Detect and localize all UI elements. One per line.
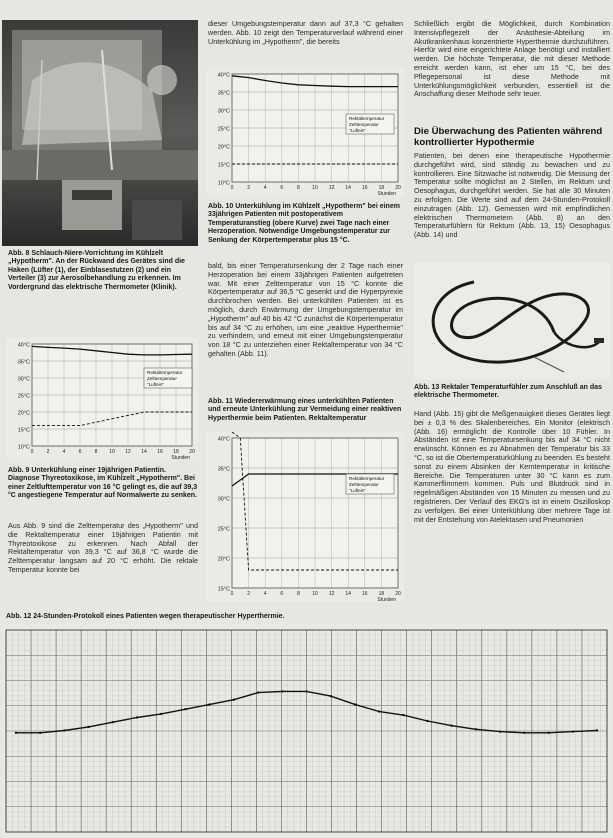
x-tick-label: 20 [395, 591, 401, 597]
y-tick-label: 10°C [17, 444, 30, 451]
col3-heading: Die Überwachung des Patienten während kontrollierter Hypothermie [414, 126, 603, 148]
x-tick-label: 0 [30, 449, 34, 455]
protocol-point [63, 729, 65, 731]
protocol-point [475, 728, 477, 730]
x-tick-label: 20 [189, 449, 195, 455]
protocol-point [87, 726, 89, 728]
y-tick-label: 15°C [217, 162, 230, 169]
fig10-svg [206, 68, 404, 196]
x-axis-unit: Stunden [377, 597, 396, 602]
col3-body: Patienten, bei denen eine therapeutische Hypothermie durchgeführt wird, sind ständig zu bewachen und zu kontrollieren. Eine Sitzwache ist notwendig. Die Messung der Temperatur sollte möglichst an 2 Stellen, im Rektum und Oesophagus, durchgeführt werden. Sie hat alle 30 Minuten zu erfolgen. Die Werte sind auf dem 24-Stunden-Protokoll einzutragen (Abb. 12). Gemessen wird mit empfindlichen elektrischen Thermometern (Abb. 8) an den Temperaturfühlern für Rektum (Abb. 13, 15) Oesophagus (Abb. 14) und [414, 151, 610, 240]
legend-label: Zelttemperatur [349, 122, 379, 127]
y-tick-label: 15°C [217, 586, 230, 593]
y-tick-label: 20°C [17, 410, 30, 417]
protocol-point [257, 691, 259, 693]
protocol-point [15, 732, 17, 734]
fig11-caption: Abb. 11 Wiedererwärmung eines unterkühlten Patienten und erneute Unterkühlung zur Vermeidung einer reaktiven Hyperthermie beim Patienten. Rektaltemperatur [208, 398, 402, 422]
fig8-caption: Abb. 8 Schlauch-Niere-Vorrichtung im Kühlzelt „Hypotherm". An der Rückwand des Gerätes sind die Haken (Lüfter (1), der Einblasestutzen (2) und ein Verteiler (3) zur Aerosolbehandlung zu erkennen. Im Vordergrund das elektrische Thermometer (Klinik). [8, 250, 185, 291]
legend-label: Zelttemperatur [147, 376, 177, 381]
x-tick-label: 2 [247, 591, 250, 597]
x-tick-label: 10 [312, 185, 318, 191]
protocol-point [426, 720, 428, 722]
x-tick-label: 4 [62, 449, 66, 455]
protocol-point [596, 729, 598, 731]
protocol-point [208, 703, 210, 705]
x-axis-unit: Stunden [171, 455, 190, 460]
protocol-point [136, 716, 138, 718]
x-tick-label: 18 [378, 185, 385, 191]
fig12-chart [2, 624, 611, 836]
fig9-caption: Abb. 9 Unterkühlung einer 19jährigen Patientin. Diagnose Thyreotoxikose, im Kühlzelt „Hypotherm". Bei einer Zeltlufttemperatur von 16 °C gelingt es, die auf 39,3 °C angestiegene Temperatur auf Normalwerte zu senken. [8, 467, 198, 500]
col2-body: bald, bis einer Temperatursenkung der 2 Tage nach einer Herzoperation bei einem 33jährigen Patienten aufgetreten war. Mit einer Zelttemperatur von 15 °C konnte die Körpertemperatur auf 36,5 °C gesenkt und die Hyperpyrexie durchbrochen werden. Bei unterkühlten Patienten ist es möglich, durch Erwärmung der Umgebungstemperatur im „Hypotherm" auf 40 bis 42 °C zunächst die Körpertemperatur bis auf 34 °C zu erhöhen, um eine „reaktive Hyperthermie" zu verhindern, und erneut mit einer Umgebungstemperatur von 18 °C zu unterziehen einer Rektaltemperatur von 34 °C gehalten (Abb. 11). [208, 261, 403, 358]
y-tick-label: 25°C [17, 393, 30, 400]
fig9-chart [6, 338, 198, 460]
x-tick-label: 6 [78, 449, 82, 455]
col1-body: Aus Abb. 9 sind die Zelttemperatur des „Hypotherm" und die Rektaltemperatur einer 19jährigen Patientin mit Thyreotoxikose zu erkennen. Nach Abfall der Rektaltemperatur von 39,3 °C auf 36,8 °C wurde die Zelttemperatur langsam auf 20 °C erhöht. Die rektale Temperatur konnte bei [8, 521, 198, 574]
x-tick-label: 2 [247, 185, 250, 191]
fig11-chart [206, 432, 404, 602]
x-tick-label: 4 [263, 185, 267, 191]
x-tick-label: 2 [46, 449, 50, 455]
protocol-point [499, 730, 501, 732]
legend-label: Rektaltemperatur [147, 370, 183, 375]
protocol-point [330, 695, 332, 697]
fig11-svg [206, 432, 404, 602]
x-tick-label: 16 [157, 449, 163, 455]
x-axis-unit: Stunden [377, 191, 396, 196]
legend-label: Rektaltemperatur [349, 476, 385, 481]
protocol-point [402, 714, 404, 716]
y-tick-label: 30°C [217, 496, 230, 503]
protocol-point [184, 708, 186, 710]
protocol-point [572, 730, 574, 732]
photo-tent-apparatus [2, 20, 198, 246]
legend-label: Rektaltemperatur [349, 116, 385, 121]
legend-label: Zelttemperatur [349, 482, 379, 487]
protocol-point [112, 721, 114, 723]
x-tick-label: 10 [109, 449, 115, 455]
x-tick-label: 4 [263, 591, 267, 597]
x-tick-label: 14 [345, 185, 351, 191]
y-tick-label: 40°C [217, 72, 230, 79]
y-tick-label: 40°C [17, 342, 30, 349]
fig10-chart [206, 68, 404, 196]
photo-rectal-sensor [414, 262, 610, 380]
x-tick-label: 0 [230, 591, 234, 597]
y-tick-label: 35°C [217, 466, 230, 473]
fig9-svg [6, 338, 198, 460]
x-tick-label: 12 [328, 591, 335, 597]
x-tick-label: 6 [280, 591, 284, 597]
x-tick-label: 6 [280, 185, 284, 191]
protocol-point [523, 732, 525, 734]
x-tick-label: 8 [297, 591, 300, 597]
y-tick-label: 30°C [17, 376, 30, 383]
y-tick-label: 35°C [217, 90, 230, 97]
protocol-point [281, 690, 283, 692]
fig10-caption: Abb. 10 Unterkühlung im Kühlzelt „Hypotherm" bei einem 33jährigen Patienten mit postoperativem Temperaturanstieg (obere Kurve) zwei Tage nach einer Herzoperation. Notwendige Umgebungstemperatur zur Senkung der Körpertemperatur plus 15 °C. [208, 203, 400, 244]
y-tick-label: 25°C [217, 526, 230, 533]
y-tick-label: 20°C [217, 144, 230, 151]
protocol-point [160, 713, 162, 715]
col3-top-text: Schließlich ergibt die Möglichkeit, durch Kombination Intensivpflegezelt der Anästhesie-Abteilung im Akutkrankenhaus konzentrierte Hyperthermie durchzuführen. Hierfür wird eine eingerichtete Anlage benötigt und installiert werden. Die höchste Temperatur, die mit dieser Methode erreicht werden kann, ist eher um 15 °C, bei des Pflegepersonal ist diese Methode mit Unterkühlungsmöglichkeit verbunden, essentiell ist die Anschaffung dieser Methode sehr teuer. [414, 19, 610, 99]
x-tick-label: 10 [312, 591, 318, 597]
protocol-point [305, 690, 307, 692]
fig12-caption: Abb. 12 24-Stunden-Protokoll eines Patienten wegen therapeutischer Hyperthermie. [6, 613, 285, 620]
y-tick-label: 15°C [17, 427, 30, 434]
protocol-point [39, 732, 41, 734]
x-tick-label: 18 [378, 591, 385, 597]
y-tick-label: 35°C [17, 359, 30, 366]
x-tick-label: 0 [230, 185, 234, 191]
x-tick-label: 14 [345, 591, 351, 597]
y-tick-label: 30°C [217, 108, 230, 115]
x-tick-label: 8 [94, 449, 98, 455]
legend-label: "Luftein" [349, 128, 367, 133]
x-tick-label: 8 [297, 185, 300, 191]
x-tick-label: 16 [362, 591, 368, 597]
x-tick-label: 18 [173, 449, 179, 455]
y-tick-label: 25°C [217, 126, 230, 133]
x-tick-label: 12 [125, 449, 131, 455]
protocol-point [354, 703, 356, 705]
fig13-caption: Abb. 13 Rektaler Temperaturfühler zum Anschluß an das elektrische Thermometer. [414, 384, 602, 400]
y-tick-label: 40°C [217, 436, 230, 443]
x-tick-label: 12 [328, 185, 335, 191]
col3-body2: Hand (Abb. 15) gibt die Meßgenauigkeit dieses Gerätes liegt bei ± 0,3 % des Skalenbereiches. Ein Monitor (elektrisch (Abb. 16) ermöglicht die Kontrolle über 10 Fühler. In Abständen ist eine Temperatursenkung bis auf 34 °C nicht erwünscht. Können es zu Abnahmen der Temperatur bis 33 °C, so ist die Obertemperaturkühlung zu beenden. Es besteht sonst zu einem Absinken der Kerntemperatur in kritische Bereiche. Die Temperaturen unter 30 °C kann es zum Kammerflimmern kommen. Puls und Blutdruck sind in regelmäßigen Abständen von 15 Minuten zu messen und zu registrieren. Der Verlauf des EKG's ist in einem Oszilloskop zu verfolgen. Bei einer Unterkühlung über mehrere Tage ist mit der Entstehung von Atelektasen und Pneumonien [414, 409, 610, 524]
x-tick-label: 14 [141, 449, 147, 455]
protocol-point [451, 725, 453, 727]
y-tick-label: 20°C [217, 556, 230, 563]
protocol-point [378, 710, 380, 712]
protocol-point [547, 732, 549, 734]
y-tick-label: 10°C [217, 180, 230, 187]
x-tick-label: 20 [395, 185, 401, 191]
fig12-svg [2, 624, 611, 836]
protocol-point [233, 699, 235, 701]
x-tick-label: 16 [362, 185, 368, 191]
legend-label: "Luftein" [349, 488, 367, 493]
col2-top-text: dieser Umgebungstemperatur dann auf 37,3 °C gehalten werden. Abb. 10 zeigt den Temperaturverlauf während einer Unterkühlung im „Hypotherm", die bereits [208, 19, 403, 46]
legend-label: "Luftein" [147, 382, 165, 387]
